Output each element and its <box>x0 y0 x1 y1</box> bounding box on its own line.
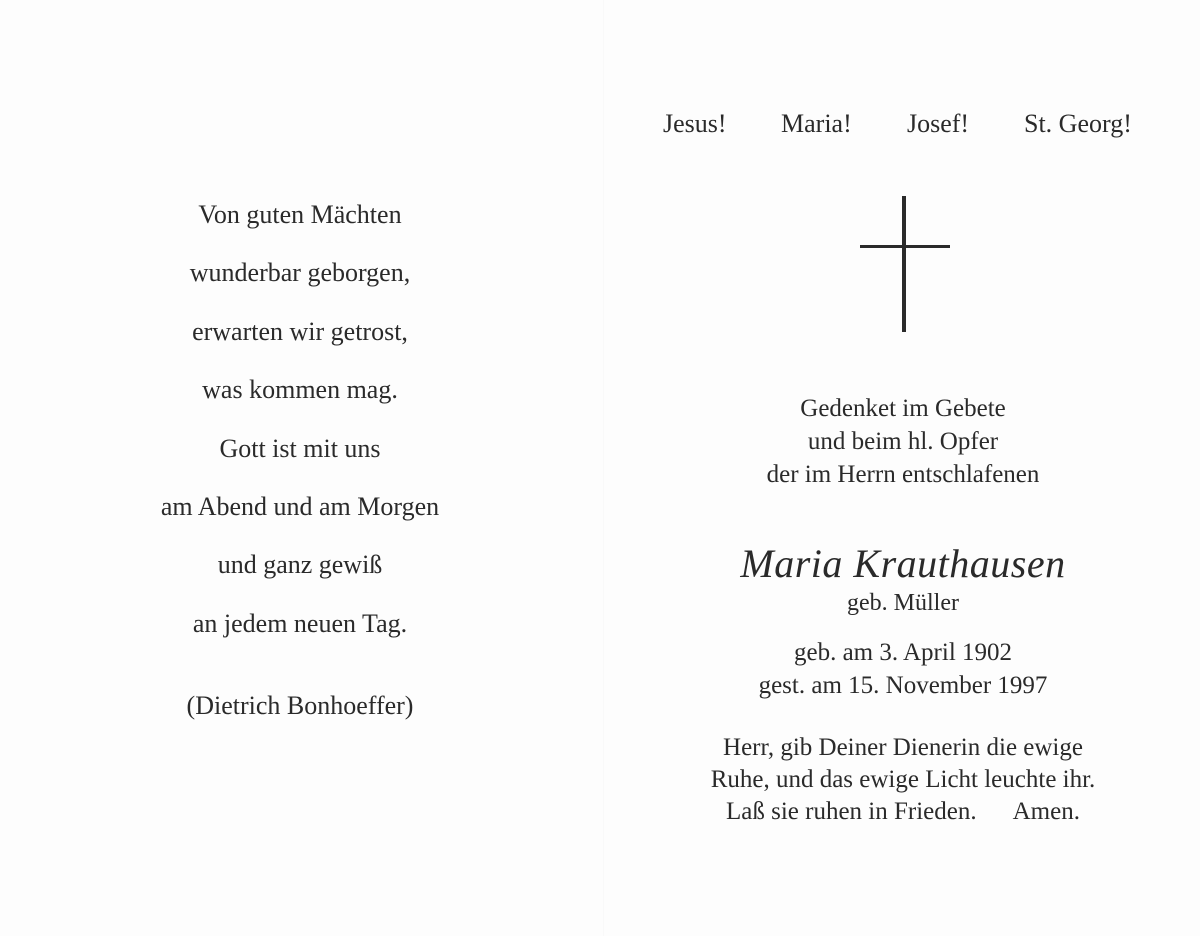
poem-line: erwarten wir getrost, <box>192 316 408 346</box>
invocation-jesus: Jesus! <box>663 109 727 138</box>
fold-line <box>603 0 604 936</box>
prayer-line-final <box>620 796 1186 828</box>
cross-icon <box>860 196 950 332</box>
invocation-header <box>640 104 1170 144</box>
poem-line: und ganz gewiß <box>217 550 383 580</box>
invocation-st-georg: St. Georg! <box>1024 109 1132 138</box>
deceased-name: Maria Krauthausen <box>740 541 1066 586</box>
dedication-line: Gedenket im Gebete <box>800 395 1006 422</box>
poem-author: (Dietrich Bonhoeffer) <box>186 691 414 721</box>
invocation-maria: Maria! <box>781 109 852 138</box>
dedication <box>620 392 1186 491</box>
prayer <box>620 732 1186 828</box>
cross-horizontal-bar <box>860 245 950 248</box>
life-dates <box>620 636 1186 702</box>
poem-line: Gott ist mit uns <box>219 433 381 463</box>
poem-line: an jedem neuen Tag. <box>192 608 408 638</box>
poem <box>60 196 540 725</box>
poem-line: am Abend und am Morgen <box>160 491 440 521</box>
prayer-line: Ruhe, und das ewige Licht leuchte ihr. <box>710 766 1096 793</box>
maiden-name: geb. Müller <box>847 590 959 616</box>
poem-line: was kommen mag. <box>202 375 398 405</box>
prayer-line-text: Laß sie ruhen in Frieden. <box>726 798 977 825</box>
cross-vertical-bar <box>902 196 906 332</box>
poem-line: Von guten Mächten <box>198 200 402 229</box>
dedication-line: der im Herrn entschlafenen <box>766 461 1040 488</box>
poem-line: wunderbar geborgen, <box>189 258 411 288</box>
dedication-line: und beim hl. Opfer <box>807 428 999 455</box>
invocation-josef: Josef! <box>907 109 970 138</box>
prayer-line: Herr, gib Deiner Dienerin die ewige <box>723 734 1083 761</box>
prayer-amen: Amen. <box>1012 798 1080 825</box>
death-date: gest. am 15. November 1997 <box>758 672 1048 699</box>
birth-date: geb. am 3. April 1902 <box>793 639 1013 666</box>
